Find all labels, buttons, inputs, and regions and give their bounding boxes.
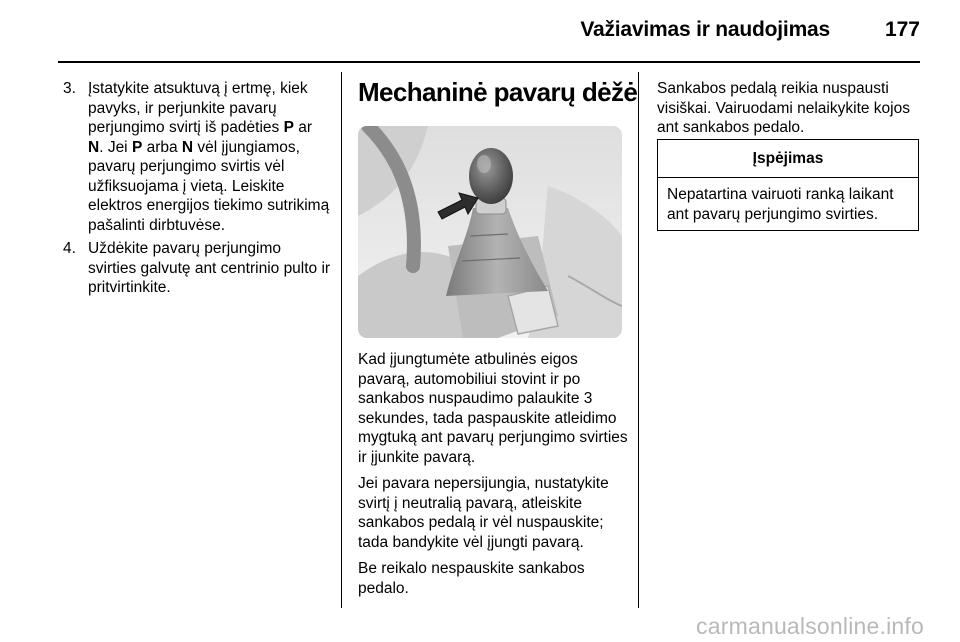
warning-text: Nepatartina vairuoti ranką laikant ant pavarų perjungimo svirties. bbox=[667, 186, 894, 223]
list-item-step-3 bbox=[63, 79, 331, 235]
text-run: arba bbox=[142, 138, 182, 156]
list-item-number: 3. bbox=[63, 80, 76, 97]
text-run: vėl įjungiamos, pavarų perjungimo svirtis vėl užfiksuojama į vietą. Leiskite elektros energijos tiekimo sutrikimą pašalinti dirbtuvėse. bbox=[88, 138, 330, 234]
paragraph-clutch-note: Be reikalo nespauskite sankabos pedalo. bbox=[358, 560, 585, 597]
list-item-text bbox=[88, 80, 329, 234]
list-item-text: Uždėkite pavarų perjungimo svirties galvutę ant centrinio pulto ir pritvirtinkite. bbox=[88, 240, 331, 296]
gear-shift-lever-illustration bbox=[358, 126, 622, 338]
middle-column-body bbox=[358, 350, 630, 605]
page-number: 177 bbox=[884, 18, 920, 41]
column-divider-left bbox=[341, 72, 342, 608]
gear-position-p: P bbox=[131, 138, 143, 156]
left-column bbox=[63, 79, 331, 302]
text-run: . Jei bbox=[99, 138, 132, 156]
header-rule bbox=[58, 61, 920, 63]
gear-position-n: N bbox=[88, 138, 100, 156]
paragraph-gear-not-engaging: Jei pavara nepersijungia, nustatykite svirtį į neutralią pavarą, atleiskite sankabos pedalą ir vėl nuspauskite; tada bandykite vėl įjungti pavarą. bbox=[358, 475, 609, 551]
right-column-intro: Sankabos pedalą reikia nuspausti visiškai. Vairuodami nelaikykite kojos ant sankabos pedalo. bbox=[657, 80, 910, 136]
gear-position-p: P bbox=[283, 119, 294, 136]
warning-box bbox=[657, 139, 919, 231]
list-item-step-4 bbox=[63, 239, 331, 298]
paragraph-reverse-gear: Kad įjungtumėte atbulinės eigos pavarą, automobiliui stovint ir po sankabos nuspaudimo palaukite 3 sekundes, tada paspauskite atleidimo mygtuką ant pavarų perjungimo svirties ir įjunkite pavarą. bbox=[358, 351, 628, 466]
column-divider-right bbox=[638, 72, 639, 608]
list-item-number: 4. bbox=[63, 240, 76, 257]
warning-heading: Įspėjimas bbox=[658, 140, 918, 178]
watermark: carmanualsonline.info bbox=[696, 613, 924, 639]
text-run: Įstatykite atsuktuvą į ertmę, kiek pavyks, ir perjunkite pavarų perjungimo svirtį iš padėties bbox=[88, 80, 308, 136]
section-title: Mechaninė pavarų dėžė bbox=[358, 77, 638, 107]
running-header-title: Važiavimas ir naudojimas bbox=[580, 18, 830, 41]
gear-position-n: N bbox=[181, 138, 194, 156]
text-run: ar bbox=[293, 119, 312, 136]
